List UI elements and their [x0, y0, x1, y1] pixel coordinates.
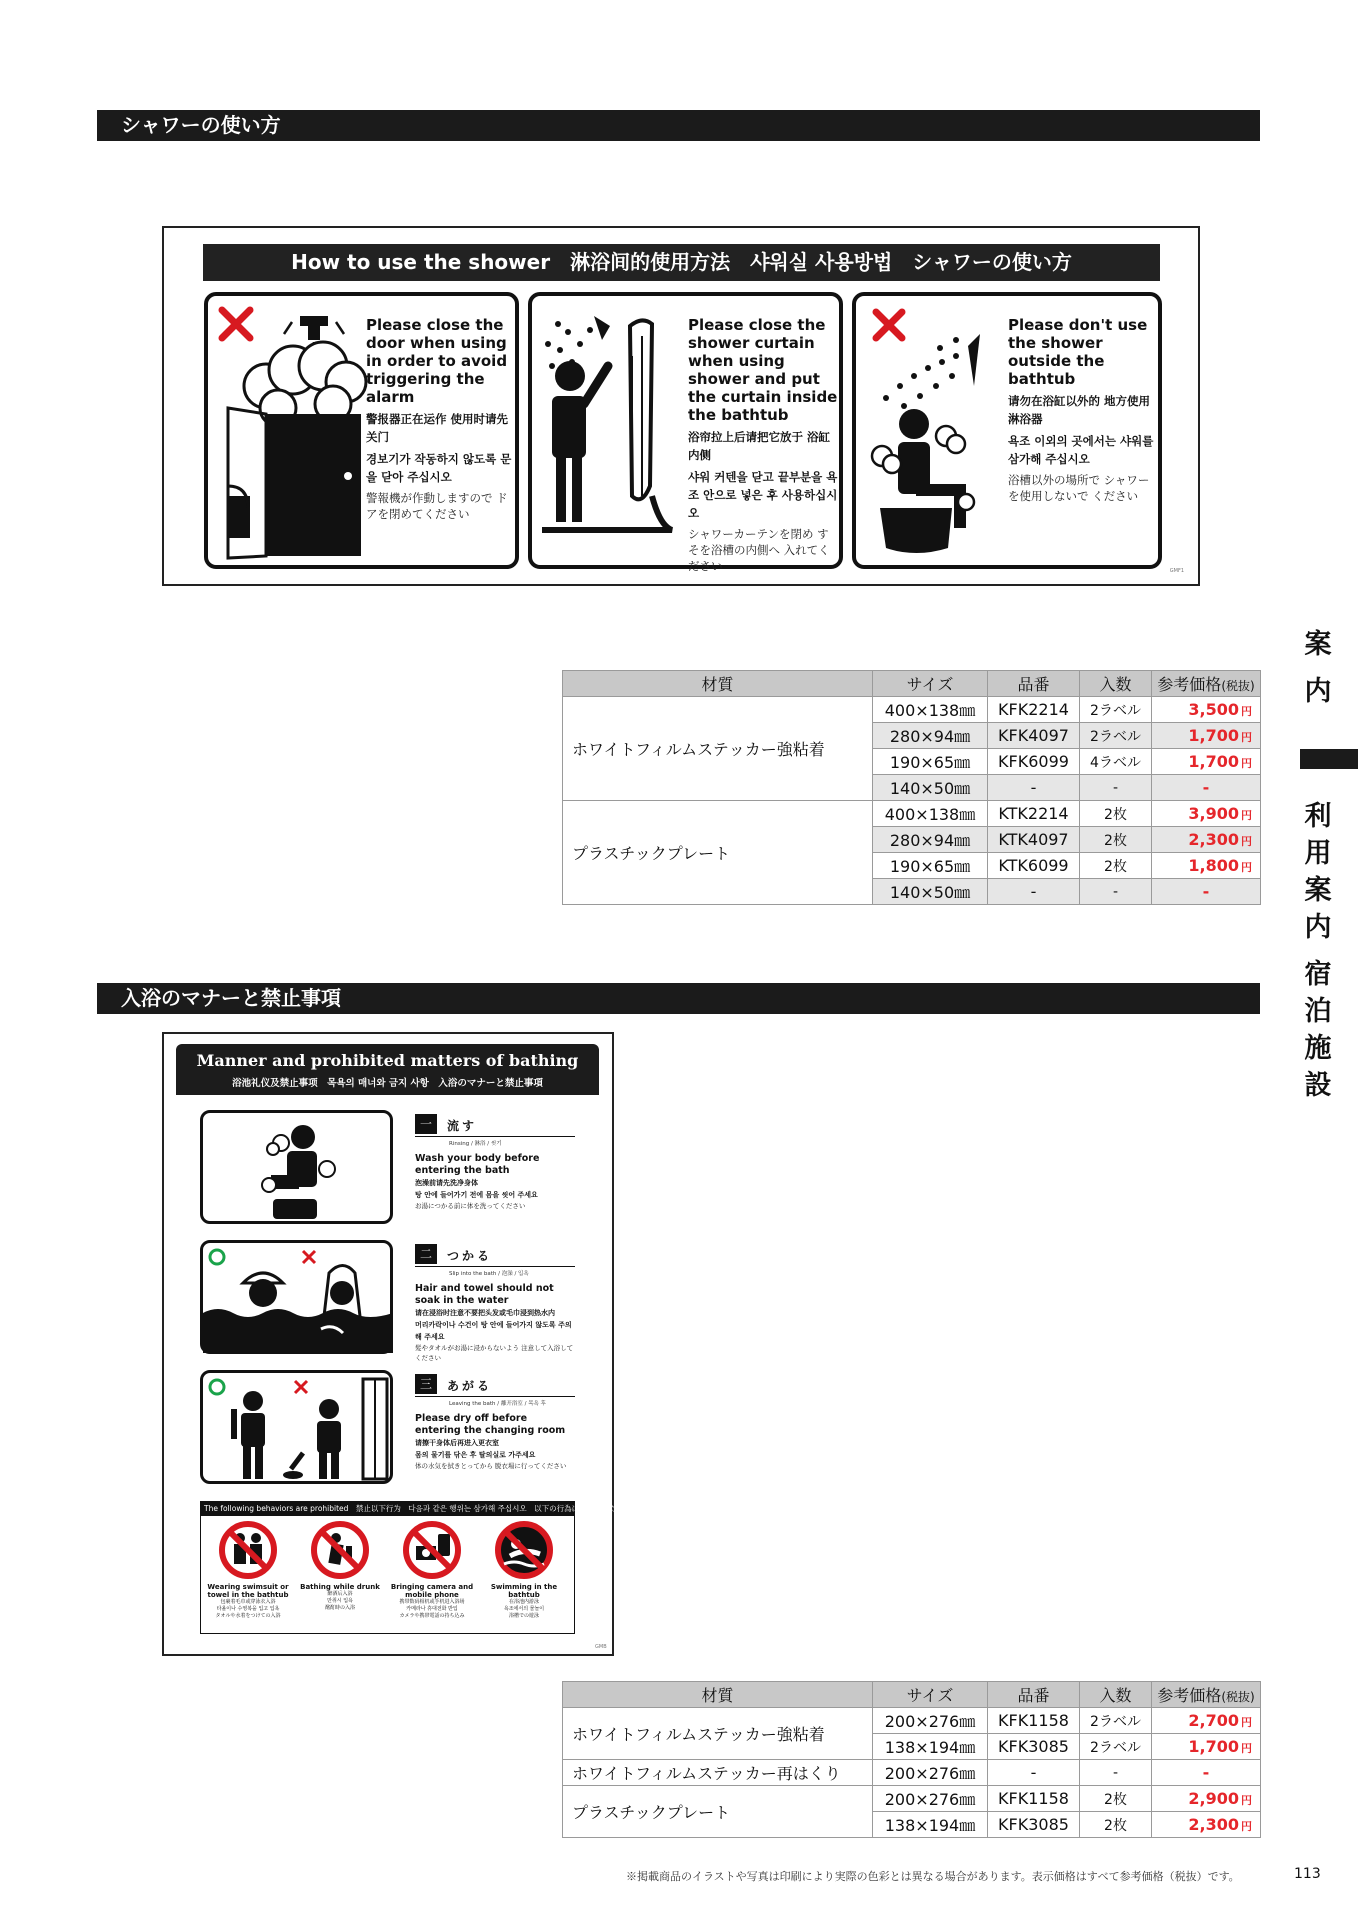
code-cell: KFK1158 — [988, 1786, 1080, 1812]
panel3-japanese: 浴槽以外の場所で シャワーを使用しないで ください — [1008, 473, 1150, 503]
side-char: 泊 — [1304, 996, 1332, 1027]
prohibited-ko: 카메라나 휴대전화 반입 — [406, 1606, 458, 1612]
step-number: 二 — [415, 1244, 437, 1264]
material-cell: プラスチックプレート — [563, 801, 873, 905]
col-price — [1152, 1682, 1261, 1708]
price-value: 2,300 — [1188, 830, 1239, 849]
step-chinese: 请在浸浴时注意不要把头发或毛巾浸到热水内 — [415, 1309, 555, 1317]
step-korean: 몸의 물기를 닦은 후 탈의실로 가주세요 — [415, 1451, 536, 1459]
price-value: 1,800 — [1188, 856, 1239, 875]
step-japanese: 体の水気を拭きとってから 脱衣場に行ってください — [415, 1462, 567, 1470]
prohibited-ja: カメラや携帯電話の持ち込み — [399, 1613, 465, 1619]
prohibited-en: Swimming in the bathtub — [490, 1583, 558, 1599]
size-cell: 400×138㎜ — [873, 801, 988, 827]
material-cell: プラスチックプレート — [563, 1786, 873, 1838]
qty-cell: 2枚 — [1080, 801, 1152, 827]
step-korean: 머리카락이나 수건이 탕 안에 들어가지 않도록 주의해 주세요 — [415, 1321, 572, 1341]
prohibited-ja: 酩酊時の入浴 — [324, 1605, 355, 1611]
price-value: 1,700 — [1188, 726, 1239, 745]
col-material: 材質 — [563, 671, 873, 697]
qty-cell: 2枚 — [1080, 853, 1152, 879]
side-char: 内 — [1304, 912, 1332, 943]
yen-unit: 円 — [1241, 1716, 1252, 1729]
step-korean: 탕 안에 들어가기 전에 몸을 씻어 주세요 — [415, 1191, 538, 1199]
qty-cell: - — [1080, 1760, 1152, 1786]
prohibited-ko: 욕조에서의 물놀이 — [503, 1606, 545, 1612]
prohibited-heading: The following behaviors are prohibited 禁止以下行为 다음과 같은 행위는 삼가해 주십시오 以下の行為はおやめください — [201, 1502, 574, 1516]
price-value: 3,500 — [1188, 700, 1239, 719]
prohibited-en: Wearing swimsuit or towel in the bathtub — [207, 1583, 289, 1599]
prohibited-ko: 만취시 입욕 — [327, 1598, 353, 1604]
price-cell — [1152, 1734, 1261, 1760]
page-number: 113 — [1294, 1866, 1321, 1882]
step-subtitle: Leaving the bath / 離开浴室 / 목욕 후 — [449, 1401, 546, 1407]
step-number: 一 — [415, 1114, 437, 1134]
size-cell: 200×276㎜ — [873, 1760, 988, 1786]
panel1-english: Please close the door when using in order to avoid triggering the alarm — [366, 316, 508, 406]
qty-cell: 2枚 — [1080, 827, 1152, 853]
code-cell: KFK3085 — [988, 1812, 1080, 1838]
code-cell: - — [988, 879, 1080, 905]
qty-cell: 2枚 — [1080, 1812, 1152, 1838]
footer-note: ※掲載商品のイラストや写真は印刷により実際の色彩とは異なる場合があります。表示価格はすべて参考価格（税抜）です。 — [626, 1870, 1240, 1883]
size-cell: 280×94㎜ — [873, 723, 988, 749]
door-alarm-pictogram — [208, 296, 368, 566]
rinsing-pictogram — [203, 1113, 393, 1223]
price-cell — [1152, 1708, 1261, 1734]
prohibited-en: Bathing while drunk — [300, 1583, 380, 1591]
no-drunk-icon — [310, 1520, 370, 1580]
code-cell: KFK1158 — [988, 1708, 1080, 1734]
step-title: 流す — [447, 1119, 478, 1133]
soaking-pictogram — [203, 1243, 393, 1353]
step-title: あがる — [447, 1379, 493, 1393]
step-english: Hair and towel should not soak in the water — [415, 1283, 554, 1306]
side-char: 案 — [1304, 875, 1332, 906]
step-subtitle: Rinsing / 淋浴 / 씻기 — [449, 1141, 502, 1147]
prohibited-item-swimsuit — [203, 1520, 293, 1620]
qty-cell: 2ラベル — [1080, 723, 1152, 749]
panel3-chinese: 请勿在浴缸以外的 地方使用淋浴器 — [1008, 394, 1151, 426]
prohibited-zh: 携带数码相机或手机进入浴场 — [399, 1599, 465, 1605]
col-material: 材質 — [563, 1682, 873, 1708]
yen-unit: 円 — [1241, 731, 1252, 744]
size-cell: 140×50㎜ — [873, 879, 988, 905]
yen-unit: 円 — [1241, 1820, 1252, 1833]
yen-unit: 円 — [1241, 809, 1252, 822]
price-cell: - — [1152, 879, 1261, 905]
size-cell: 200×276㎜ — [873, 1786, 988, 1812]
col-price-label: 参考価格 — [1157, 675, 1222, 694]
side-index-top — [1300, 626, 1336, 710]
material-cell: ホワイトフィルムステッカー強粘着 — [563, 697, 873, 801]
side-index-bottom — [1300, 798, 1336, 1104]
price-value: 2,700 — [1188, 1711, 1239, 1730]
price-cell — [1152, 723, 1261, 749]
prohibited-zh: 在浴池内游泳 — [508, 1599, 539, 1605]
col-size: サイズ — [873, 671, 988, 697]
size-cell: 400×138㎜ — [873, 697, 988, 723]
panel2-chinese: 浴帘拉上后请把它放于 浴缸内侧 — [688, 430, 831, 462]
bath-panel-soaking — [200, 1240, 393, 1354]
bath-step-leaving — [415, 1374, 575, 1471]
col-price-label: 参考価格 — [1157, 1686, 1222, 1705]
prohibited-item-camera — [387, 1520, 477, 1620]
bath-panel-rinsing — [200, 1110, 393, 1224]
price-cell — [1152, 697, 1261, 723]
col-size: サイズ — [873, 1682, 988, 1708]
price-cell: - — [1152, 1760, 1261, 1786]
shower-sign-title: How to use the shower 淋浴间的使用方法 샤워실 사용방법 シャワーの使い方 — [203, 244, 1160, 281]
col-code: 品番 — [988, 1682, 1080, 1708]
prohibited-item-drunk — [295, 1520, 385, 1612]
panel2-japanese: シャワーカーテンを閉め すそを浴槽の内側へ 入れてください — [688, 527, 830, 573]
col-qty: 入数 — [1080, 1682, 1152, 1708]
panel3-korean: 욕조 이외의 곳에서는 샤워를 삼가해 주십시오 — [1008, 434, 1154, 466]
yen-unit: 円 — [1241, 705, 1252, 718]
code-cell: - — [988, 775, 1080, 801]
code-cell: KTK6099 — [988, 853, 1080, 879]
side-char: 案 — [1304, 629, 1332, 660]
step-japanese: 髪やタオルがお湯に浸からないよう 注意して入浴してください — [415, 1344, 574, 1362]
code-cell: KFK3085 — [988, 1734, 1080, 1760]
code-cell: KFK4097 — [988, 723, 1080, 749]
panel2-korean: 샤워 커텐을 닫고 끝부분을 욕조 안으로 넣은 후 사용하십시오 — [688, 470, 838, 520]
col-price-note: (税抜) — [1221, 679, 1255, 693]
prohibited-zh: 包裹着毛巾或穿泳衣入浴 — [220, 1599, 276, 1605]
price-value: 1,700 — [1188, 1737, 1239, 1756]
size-cell: 200×276㎜ — [873, 1708, 988, 1734]
section-title-shower: シャワーの使い方 — [97, 110, 1260, 141]
step-subtitle: Slip into the bath / 泡澡 / 입욕 — [449, 1271, 529, 1277]
shower-sign-image — [162, 226, 1200, 586]
qty-cell: 2ラベル — [1080, 697, 1152, 723]
price-cell: - — [1152, 775, 1261, 801]
price-value: 2,900 — [1188, 1789, 1239, 1808]
product-table-bathing — [562, 1681, 1261, 1838]
shower-panel-outside — [852, 292, 1162, 569]
price-cell — [1152, 801, 1261, 827]
code-cell: KTK4097 — [988, 827, 1080, 853]
price-cell — [1152, 749, 1261, 775]
prohibited-ja: タオルや水着をつけての入浴 — [215, 1613, 281, 1619]
prohibited-ja: 浴槽での遊泳 — [508, 1613, 539, 1619]
side-char: 宿 — [1304, 959, 1332, 990]
bath-step-soaking — [415, 1244, 575, 1363]
no-camera-phone-icon — [402, 1520, 462, 1580]
col-price-note: (税抜) — [1221, 1690, 1255, 1704]
size-cell: 140×50㎜ — [873, 775, 988, 801]
prohibited-box — [200, 1501, 632, 1634]
code-cell: KFK6099 — [988, 749, 1080, 775]
code-cell: KTK2214 — [988, 801, 1080, 827]
price-cell — [1152, 1812, 1261, 1838]
yen-unit: 円 — [1241, 1794, 1252, 1807]
size-cell: 190×65㎜ — [873, 749, 988, 775]
price-cell — [1152, 827, 1261, 853]
side-char: 用 — [1304, 838, 1332, 869]
qty-cell: 2ラベル — [1080, 1708, 1152, 1734]
step-japanese: お湯につかる前に体を洗ってください — [415, 1202, 526, 1210]
col-code: 品番 — [988, 671, 1080, 697]
step-number: 三 — [415, 1374, 437, 1394]
step-english: Please dry off before entering the changing room — [415, 1413, 566, 1436]
prohibited-ko: 타올이나 수영복을 입고 입욕 — [216, 1606, 280, 1612]
leaving-pictogram — [203, 1373, 393, 1483]
step-chinese: 请擦干身体后再进入更衣室 — [415, 1439, 499, 1447]
side-index-marker — [1300, 749, 1358, 769]
no-swimming-icon — [494, 1520, 554, 1580]
side-char: 設 — [1304, 1070, 1332, 1101]
shower-sign-code: GMF1 — [1169, 568, 1184, 574]
yen-unit: 円 — [1241, 835, 1252, 848]
col-qty: 入数 — [1080, 671, 1152, 697]
qty-cell: 2ラベル — [1080, 1734, 1152, 1760]
step-title: つかる — [447, 1249, 493, 1263]
size-cell: 138×194㎜ — [873, 1812, 988, 1838]
panel3-english: Please don't use the shower outside the bathtub — [1008, 316, 1148, 388]
prohibited-item-swimming — [479, 1520, 569, 1620]
outside-bathtub-pictogram — [856, 296, 1006, 566]
price-value: 3,900 — [1188, 804, 1239, 823]
section-title-bathing: 入浴のマナーと禁止事項 — [97, 983, 1260, 1014]
bath-panel-leaving — [200, 1370, 393, 1484]
bathing-sign-code: GMB — [595, 1644, 607, 1650]
panel1-chinese: 警报器正在运作 使用时请先关门 — [366, 412, 509, 444]
step-chinese: 泡澡前请先洗净身体 — [415, 1179, 478, 1187]
size-cell: 190×65㎜ — [873, 853, 988, 879]
panel2-english: Please close the shower curtain when using shower and put the curtain inside the bathtub — [688, 316, 838, 424]
col-price — [1152, 671, 1261, 697]
price-value: 2,300 — [1188, 1815, 1239, 1834]
material-cell: ホワイトフィルムステッカー強粘着 — [563, 1708, 873, 1760]
shower-panel-door — [204, 292, 519, 569]
panel1-japanese: 警報機が作動しますので ドアを閉めてください — [366, 491, 508, 521]
price-value: 1,700 — [1188, 752, 1239, 771]
side-char: 施 — [1304, 1033, 1332, 1064]
bathing-title-sub: 浴池礼仪及禁止事项 목욕의 매너와 금지 사항 入浴のマナーと禁止事項 — [232, 1078, 543, 1089]
bath-step-rinsing — [415, 1114, 575, 1211]
yen-unit: 円 — [1241, 861, 1252, 874]
qty-cell: 4ラベル — [1080, 749, 1152, 775]
bathing-sign-title — [176, 1044, 599, 1095]
prohibited-zh: 醉酒后入浴 — [327, 1591, 353, 1597]
qty-cell: - — [1080, 879, 1152, 905]
price-cell — [1152, 1786, 1261, 1812]
qty-cell: 2枚 — [1080, 1786, 1152, 1812]
size-cell: 138×194㎜ — [873, 1734, 988, 1760]
side-char: 内 — [1304, 676, 1332, 707]
curtain-pictogram — [532, 296, 682, 566]
side-char: 利 — [1304, 801, 1332, 832]
shower-panel-curtain — [528, 292, 843, 573]
yen-unit: 円 — [1241, 757, 1252, 770]
product-table-shower — [562, 670, 1261, 905]
price-cell — [1152, 853, 1261, 879]
code-cell: - — [988, 1760, 1080, 1786]
step-english: Wash your body before entering the bath — [415, 1153, 540, 1176]
size-cell: 280×94㎜ — [873, 827, 988, 853]
bathing-title-en: Manner and prohibited matters of bathing — [196, 1051, 579, 1070]
material-cell: ホワイトフィルムステッカー再はくり — [563, 1760, 873, 1786]
panel1-korean: 경보기가 작동하지 않도록 문을 닫아 주십시오 — [366, 452, 512, 484]
code-cell: KFK2214 — [988, 697, 1080, 723]
prohibited-en: Bringing camera and mobile phone — [390, 1583, 474, 1599]
no-swimsuit-icon — [218, 1520, 278, 1580]
yen-unit: 円 — [1241, 1742, 1252, 1755]
qty-cell: - — [1080, 775, 1152, 801]
